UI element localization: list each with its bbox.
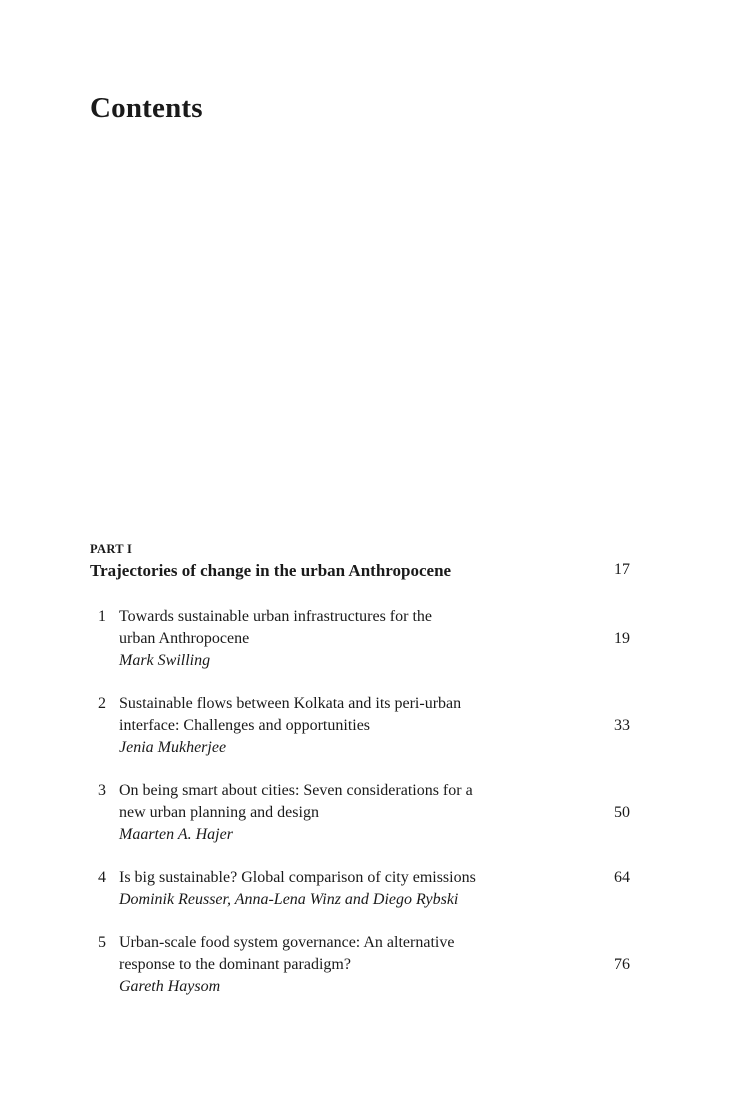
part-page-number: 17 [614, 561, 630, 578]
chapter-page-number: 76 [614, 956, 630, 973]
page-title: Contents [90, 92, 203, 124]
chapter-author: Gareth Haysom [119, 978, 221, 995]
chapter-title-line [119, 867, 630, 889]
chapter-title-line: Towards sustainable urban infrastructures for the [119, 608, 432, 625]
chapter-page-number: 64 [614, 869, 630, 886]
chapter-title-line: On being smart about cities: Seven considerations for a [119, 782, 473, 799]
chapter-author: Maarten A. Hajer [119, 826, 233, 843]
chapter-entry [90, 780, 630, 846]
chapter-entry [90, 693, 630, 759]
chapter-page-number: 19 [614, 630, 630, 647]
chapter-page-number: 50 [614, 804, 630, 821]
chapter-entry [90, 606, 630, 672]
chapter-number: 2 [98, 695, 106, 712]
part-title: Trajectories of change in the urban Anthropocene [90, 561, 452, 580]
chapter-title-text: response to the dominant paradigm? [119, 956, 351, 973]
chapter-number: 5 [98, 934, 106, 951]
chapter-title-line [119, 715, 630, 737]
chapter-author: Jenia Mukherjee [119, 739, 227, 756]
chapter-title-line: Urban-scale food system governance: An alternative [119, 934, 455, 951]
part-title-row [90, 561, 630, 583]
chapter-entry [90, 932, 630, 998]
chapter-list [90, 606, 630, 998]
part-heading [90, 542, 630, 583]
chapter-title-text: Is big sustainable? Global comparison of city emissions [119, 869, 476, 886]
chapter-title-line: Sustainable flows between Kolkata and its peri-urban [119, 695, 462, 712]
chapter-number: 4 [98, 869, 106, 886]
part-label: PART I [90, 542, 133, 556]
chapter-title-text: interface: Challenges and opportunities [119, 717, 371, 734]
chapter-title-text: new urban planning and design [119, 804, 319, 821]
chapter-title-line [119, 802, 630, 824]
chapter-number: 1 [98, 608, 106, 625]
chapter-author: Dominik Reusser, Anna-Lena Winz and Diego Rybski [119, 891, 459, 908]
chapter-title-line [119, 628, 630, 650]
chapter-entry [90, 867, 630, 911]
chapter-page-number: 33 [614, 717, 630, 734]
chapter-number: 3 [98, 782, 106, 799]
chapter-author: Mark Swilling [119, 652, 211, 669]
chapter-title-text: urban Anthropocene [119, 630, 250, 647]
chapter-title-line [119, 954, 630, 976]
